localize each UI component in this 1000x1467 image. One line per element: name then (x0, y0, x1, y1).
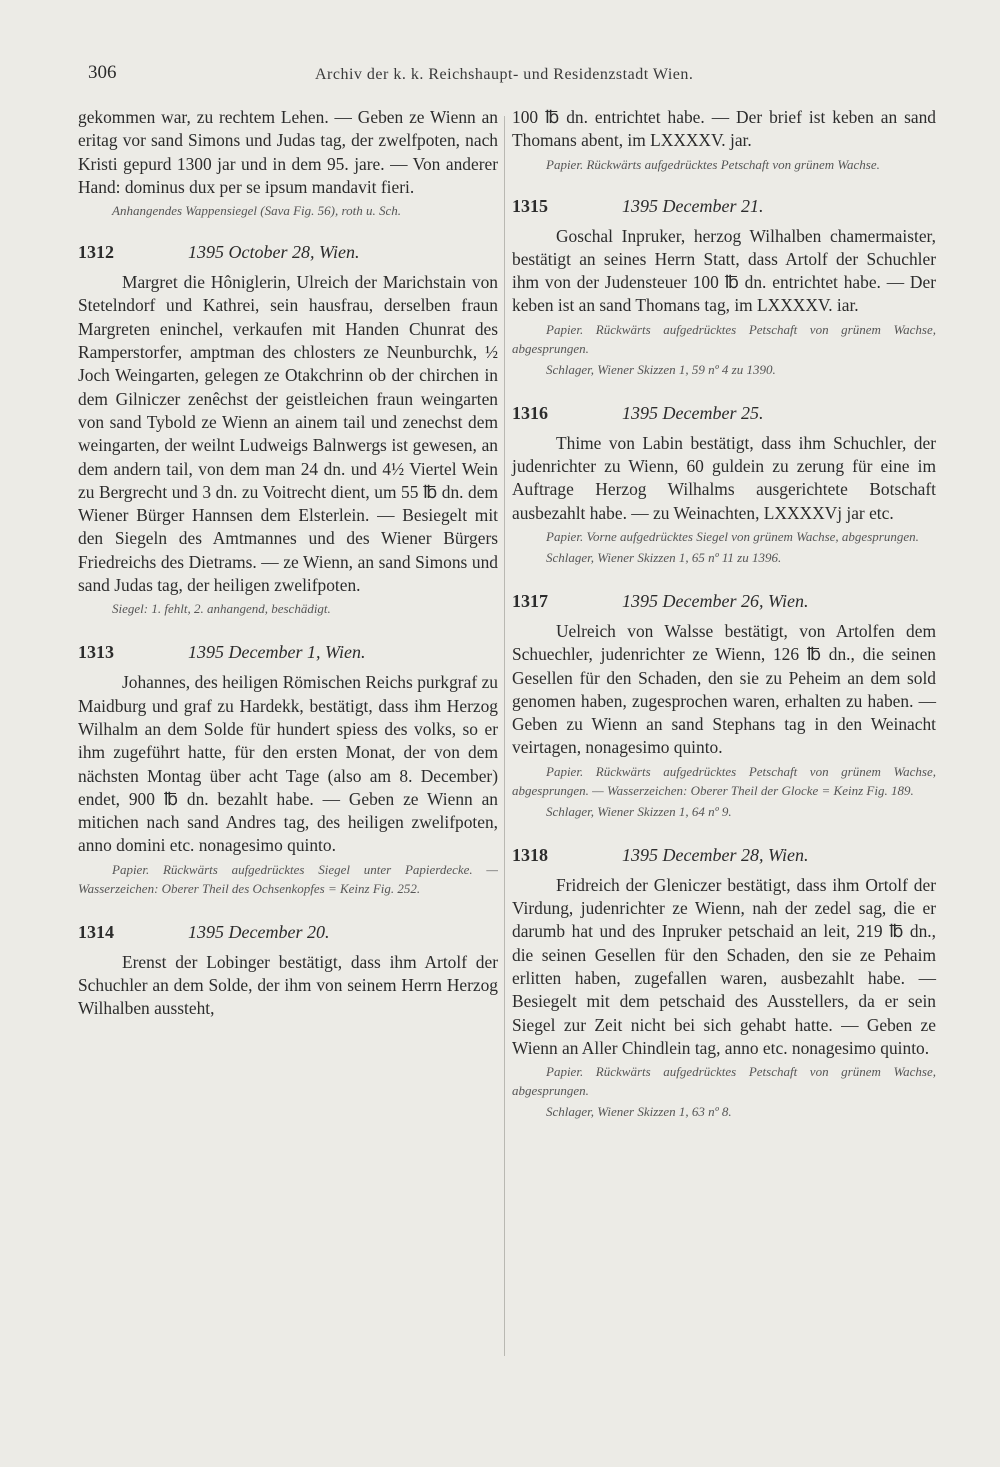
entry-number: 1315 (512, 195, 548, 216)
entry-date: 1395 October 28, Wien. (188, 242, 360, 263)
entry-note-1315: Papier. Rückwärts aufgedrücktes Petschaft von grünem Wachse, abgesprungen. (512, 321, 936, 356)
entry-number: 1317 (512, 590, 548, 611)
entry-heading-1316 (512, 403, 936, 424)
right-column (512, 106, 936, 1121)
entry-note-1317: Papier. Rückwärts aufgedrücktes Petschaft von grünem Wachse, abgesprungen. — Wasserzeichen: Oberer Theil der Glocke = Keinz Fig. 189. (512, 763, 936, 798)
entry-date: 1395 December 21. (622, 195, 764, 216)
entry-note-1313: Papier. Rückwärts aufgedrücktes Siegel unter Papierdecke. — Wasserzeichen: Oberer Theil des Ochsenkopfes = Keinz Fig. 252. (78, 861, 498, 896)
entry-number: 1314 (78, 921, 114, 942)
entry-text-1317: Uelreich von Walsse bestätigt, von Artolfen dem Schuechler, judenrichter ze Wienn, 126 ℔ dn., die seinen Gesellen für den Schaden, den sie zu Peheim an dem sold genomen haben, zugesprochen waren, erhalten zu haben. — Geben zu Wienn an sand Stephans tag in den Weinacht veirtagen, nonagesimo quinto. (512, 620, 936, 758)
entry-note-1312: Siegel: 1. fehlt, 2. anhangend, beschädigt. (112, 601, 331, 617)
entry-reference-1316: Schlager, Wiener Skizzen 1, 65 nº 11 zu 1396. (546, 549, 782, 565)
entry-reference-1318: Schlager, Wiener Skizzen 1, 63 nº 8. (546, 1104, 732, 1120)
entry-text-1316: Thime von Labin bestätigt, dass ihm Schuchler, der judenrichter zu Wienn, 60 guldein zu zerung für eine im Auftrage Herzog Wilhalms ausgerichtete Botschaft ausbezahlt habe. — zu Weinachten, LXXXXVj jar etc. (512, 432, 936, 523)
entry-heading-1313 (78, 642, 498, 663)
left-column (78, 106, 498, 1021)
page-number: 306 (88, 62, 117, 83)
entry-heading-1314 (78, 922, 498, 943)
entry-number: 1318 (512, 844, 548, 865)
entry-text-1315: Goschal Inpruker, herzog Wilhalben chamermaister, bestätigt an seines Herrn Statt, dass Artolf der Schuchler ihm von der Judensteuer 100 ℔ dn. entrichtet habe. — Der keben ist an sand Thomans tag, im LXXXXV. iar. (512, 225, 936, 316)
continued-entry-note: Anhangendes Wappensiegel (Sava Fig. 56), roth u. Sch. (112, 203, 401, 219)
entry-date: 1395 December 25. (622, 402, 764, 423)
column-divider (504, 116, 505, 1356)
entry-reference-1317: Schlager, Wiener Skizzen 1, 64 nº 9. (546, 803, 732, 819)
running-title: Archiv der k. k. Reichshaupt- und Residenzstadt Wien. (315, 66, 694, 83)
entry-text-1312: Margret die Hôniglerin, Ulreich der Marichstain von Stetelndorf und Kathrei, sein hausfrau, derselben fraun Margreten eninchel, verkaufen mit Handen Chunrat des Ramperstorfer, amptman des chlosters ze Neunburchk, ½ Joch Weingarten, gelegen ze Otakchrinn ob der chirchen in dem Gilniczer zenêchst der geistleichen fraun weingarten von sand Tybold ze Wienn an ainem tail und zenechst dem weingarten, der weilnt Ludweigs Balnwergs ist gewesen, an dem andern tail, von dem man 24 dn. und 4½ Viertel Wein zu Bergrecht und 3 dn. zu Voitrecht dient, um 55 ℔ dn. dem Wiener Bürger Hannsen dem Elsterlein. — Besiegelt mit den Siegeln des Amtmannes und des Wiener Bürgers Friedreichs des Dietrams. — ze Wienn, an sand Simons und sand Judas tag, der heiligen zwelifpoten. (78, 272, 498, 596)
entry-number: 1316 (512, 402, 548, 423)
entry-heading-1315 (512, 196, 936, 217)
entry-date: 1395 December 20. (188, 921, 330, 942)
entry-text-1313: Johannes, des heiligen Römischen Reichs purkgraf zu Maidburg und graf zu Hardekk, bestätigt, dass ihm Herzog Wilhalm an dem Solde für hundert spiess des volks, so er ihm zugeführt hatte, für den ersten Monat, der von dem nächsten Montag über acht Tage (also am 8. December) endet, 900 ℔ dn. bezahlt habe. — Geben ze Wienn an mitichen nach sand Andres tag, des heiligen zwelifpoten, anno domini etc. nonagesimo quinto. (78, 672, 498, 856)
continued-entry-text: gekommen war, zu rechtem Lehen. — Geben ze Wienn an eritag vor sand Simons und Judas tag, der zwelfpoten, nach Kristi gepurd 1300 jar und in dem 95. jare. — Von anderer Hand: dominus dux per se ipsum mandavit fieri. (78, 107, 498, 197)
entry-number: 1313 (78, 642, 114, 663)
entry-reference-1315: Schlager, Wiener Skizzen 1, 59 nº 4 zu 1390. (546, 361, 776, 377)
continued-entry-note: Papier. Rückwärts aufgedrücktes Petschaft von grünem Wachse. (546, 156, 880, 172)
entry-note-1316: Papier. Vorne aufgedrücktes Siegel von grünem Wachse, abgesprungen. (546, 528, 919, 544)
continued-entry-text: 100 ℔ dn. entrichtet habe. — Der brief ist keben an sand Thomans abent, im LXXXXV. jar. (512, 107, 936, 151)
entry-heading-1317 (512, 591, 936, 612)
entry-note-1318: Papier. Rückwärts aufgedrücktes Petschaft von grünem Wachse, abgesprungen. (512, 1064, 936, 1099)
entry-date: 1395 December 26, Wien. (622, 590, 809, 611)
entry-heading-1318 (512, 845, 936, 866)
entry-date: 1395 December 28, Wien. (622, 844, 809, 865)
entry-text-1318: Fridreich der Gleniczer bestätigt, dass ihm Ortolf der Virdung, judenrichter ze Wienn, nah der zedel sag, die er darumb hat und des Inpruker petschaid an leit, 219 ℔ dn., die seinen Gesellen für den Schaden, den sie ze Pehaim erlitten haben, zugefallen waren, ausbezahlt habe. — Besiegelt mit dem petschaid des Ausstellers, da er sein Siegel zur Zeit nicht bei sich gehabt hatte. — Geben ze Wienn an Aller Chindlein tag, anno etc. nonagesimo quinto. (512, 874, 936, 1058)
entry-heading-1312 (78, 242, 498, 263)
entry-date: 1395 December 1, Wien. (188, 642, 366, 663)
entry-number: 1312 (78, 242, 114, 263)
entry-text-1314: Erenst der Lobinger bestätigt, dass ihm Artolf der Schuchler an dem Solde, der ihm von seinem Herrn Herzog Wilhalben aussteht, (78, 951, 498, 1019)
